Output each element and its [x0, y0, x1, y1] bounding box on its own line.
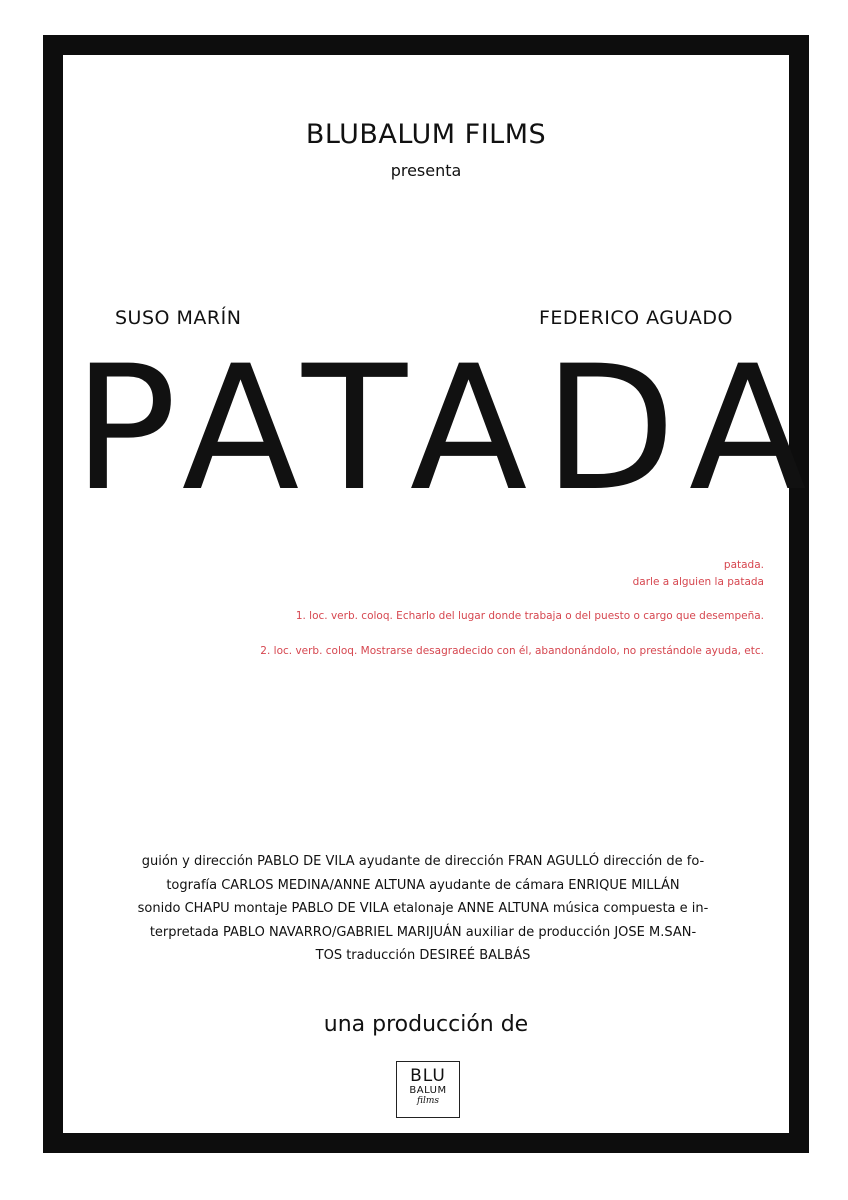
- credits-block: [103, 850, 743, 968]
- presents-label: presenta: [390, 161, 462, 180]
- film-title: PATADA: [73, 328, 823, 529]
- poster-frame: [43, 35, 823, 1153]
- credits-line: terpretada PABLO NAVARRO/GABRIEL MARIJUÁN auxiliar de producción JOSE M.SAN-: [149, 924, 697, 940]
- definition-phrase: darle a alguien la patada: [632, 576, 764, 588]
- credits-line: tografía CARLOS MEDINA/ANNE ALTUNA ayudante de cámara ENRIQUE MILLÁN: [166, 877, 680, 893]
- cast-member-right: FEDERICO AGUADO: [539, 307, 734, 329]
- credits-line: guión y dirección PABLO DE VILA ayudante de dirección FRAN AGULLÓ dirección de fo-: [141, 854, 705, 869]
- studio-logo: [396, 1061, 460, 1118]
- logo-line-2: BALUM: [409, 1085, 447, 1096]
- logo-line-3: films: [416, 1096, 440, 1106]
- credits-line: sonido CHAPU montaje PABLO DE VILA etalonaje ANNE ALTUNA música compuesta e in-: [137, 901, 709, 916]
- definition-meaning-1: 1. loc. verb. coloq. Echarlo del lugar donde trabaja o del puesto o cargo que desempeña.: [295, 610, 764, 622]
- definition-word: patada.: [723, 559, 764, 571]
- logo-line-1: BLU: [410, 1066, 446, 1086]
- production-label: una producción de: [323, 1012, 529, 1037]
- definition-meaning-2: 2. loc. verb. coloq. Mostrarse desagradecido con él, abandonándolo, no prestándole ayuda, etc.: [260, 645, 764, 657]
- cast-member-left: SUSO MARÍN: [115, 307, 242, 329]
- credits-line: TOS traducción DESIREÉ BALBÁS: [315, 948, 531, 963]
- studio-name: BLUBALUM FILMS: [305, 119, 547, 150]
